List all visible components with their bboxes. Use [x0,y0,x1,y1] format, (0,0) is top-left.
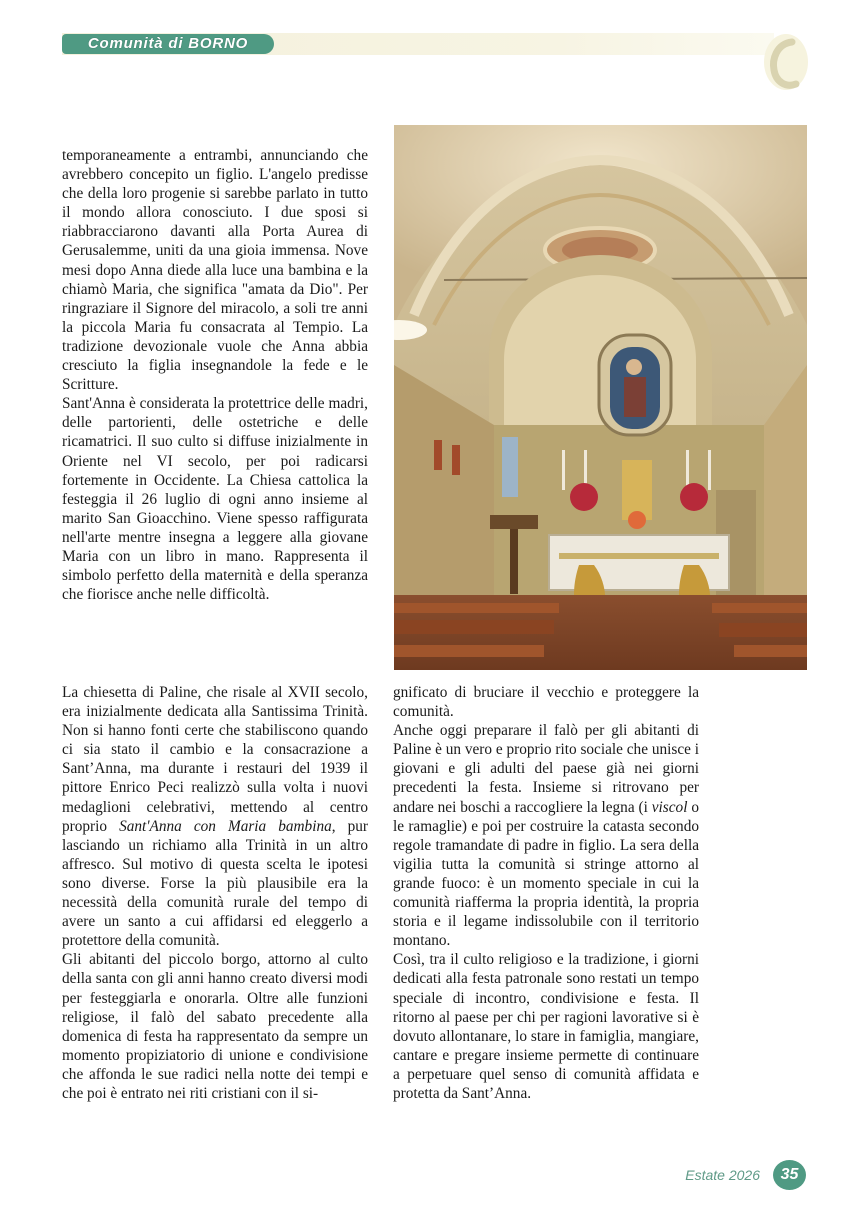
dialect-term: viscol [651,798,688,816]
issue-season: Estate 2026 [685,1167,760,1183]
paragraph: Così, tra il culto religioso e la tradizione, i giorni dedicati alla festa patronale sono restati un tempo speciale di incontro, condivisione e festa. Il ritorno al paese per chi per ragioni lavorative si è dovuto allontanare, lo stare in famiglia, mangiare, cantare e pregare insieme permette di continuare a perpetuare quel senso di comunità affidata e protetta da Sant’Anna. [393,951,699,1102]
paragraph: gnificato di bruciare il vecchio e proteggere la comunità. [393,684,699,721]
artwork-title: Sant'Anna con Maria bambina [119,817,332,835]
paragraph: Gli abitanti del piccolo borgo, attorno al culto della santa con gli anni hanno creato diversi modi per festeggiarla e onorarla. Oltre alle funzioni religiose, il falò del sabato precedente alla domenica di festa ha rappresentato da sempre un momento propiziatorio di unione e condivisione che affonda le sue radici nella notte dei tempi e che poi è entrato nei riti cristiani con il si- [62,951,368,1102]
article-column-top [62,146,368,604]
text-run: La chiesetta di Paline, che risale al XVII secolo, era inizialmente dedicata alla Santissima Trinità. Non si hanno fonti certe che stabiliscono quando ci sia stato il cambio e la consacrazione a Sant’Anna, ma durante i restauri del 1939 il pittore Enrico Peci realizzò sulla volta i nuovi medaglioni celebrativi, mettendo al centro proprio [62,684,368,835]
text-run: Anche oggi preparare il falò per gli abitanti di Paline è un vero e proprio rito sociale che unisce i giovani e gli adulti del paese già nei giorni precedenti la festa. Insieme si ritrovano per andare nei boschi a raccogliere la legna (i [393,722,699,816]
article-column-bottom-right [393,683,699,1103]
text-run: o le ramaglie) e poi per costruire la catasta secondo regole tramandate di padre in figlio. La sera della vigilia tutta la comunità si stringe attorno al grande fuoco: è un momento speciale in cui la comunità riafferma la propria identità, la propria storia e il legame indissolubile con il territorio montano. [393,798,699,950]
paragraph: temporaneamente a entrambi, annunciando che avrebbero concepito un figlio. L'angelo predisse che della loro progenie si sarebbe parlato in tutto il mondo allora conosciuto. I due sposi si riabbracciarono davanti alla Porta Aurea di Gerusalemme, uniti da una gioia immensa. Nove mesi dopo Anna diede alla luce una bambina e la chiamò Maria, che significa "amata da Dio". Per ringraziare il Signore del miracolo, a soli tre anni la piccola Maria fu consacrata al Tempio. La tradizione devozionale vuole che Anna abbia cresciuto la figlia insegnandole la fede e le Scritture. [62,147,368,394]
paragraph [62,683,368,950]
section-title: Comunità di BORNO [62,34,274,54]
article-column-bottom-left [62,683,368,1103]
paragraph [393,721,699,950]
text-run: , pur lasciando un richiamo alla Trinità in un altro affresco. Sul motivo di questa scelta le ipotesi sono diverse. Forse la più plausibile era la necessità della comunità rurale del tempo di avere un santo a cui affidarsi ed eleggerlo a protettore della comunità. [62,817,368,950]
church-interior-photo [394,125,807,670]
page-number-badge: 35 [773,1160,806,1190]
page-corner-ornament [756,30,812,94]
paragraph: Sant'Anna è considerata la protettrice delle madri, delle partorienti, delle ostetriche e delle ricamatrici. Il suo culto si diffuse inizialmente in Oriente nel VI secolo, per poi radicarsi fortemente in Occidente. La Chiesa cattolica la festeggia il 26 luglio di ogni anno insieme al marito San Gioacchino. Viene spesso raffigurata nell'arte mentre insegna a leggere alla giovane Maria con un libro in mano. Rappresenta il simbolo perfetto della maternità e della speranza che fiorisce anche nelle difficoltà. [62,395,368,604]
